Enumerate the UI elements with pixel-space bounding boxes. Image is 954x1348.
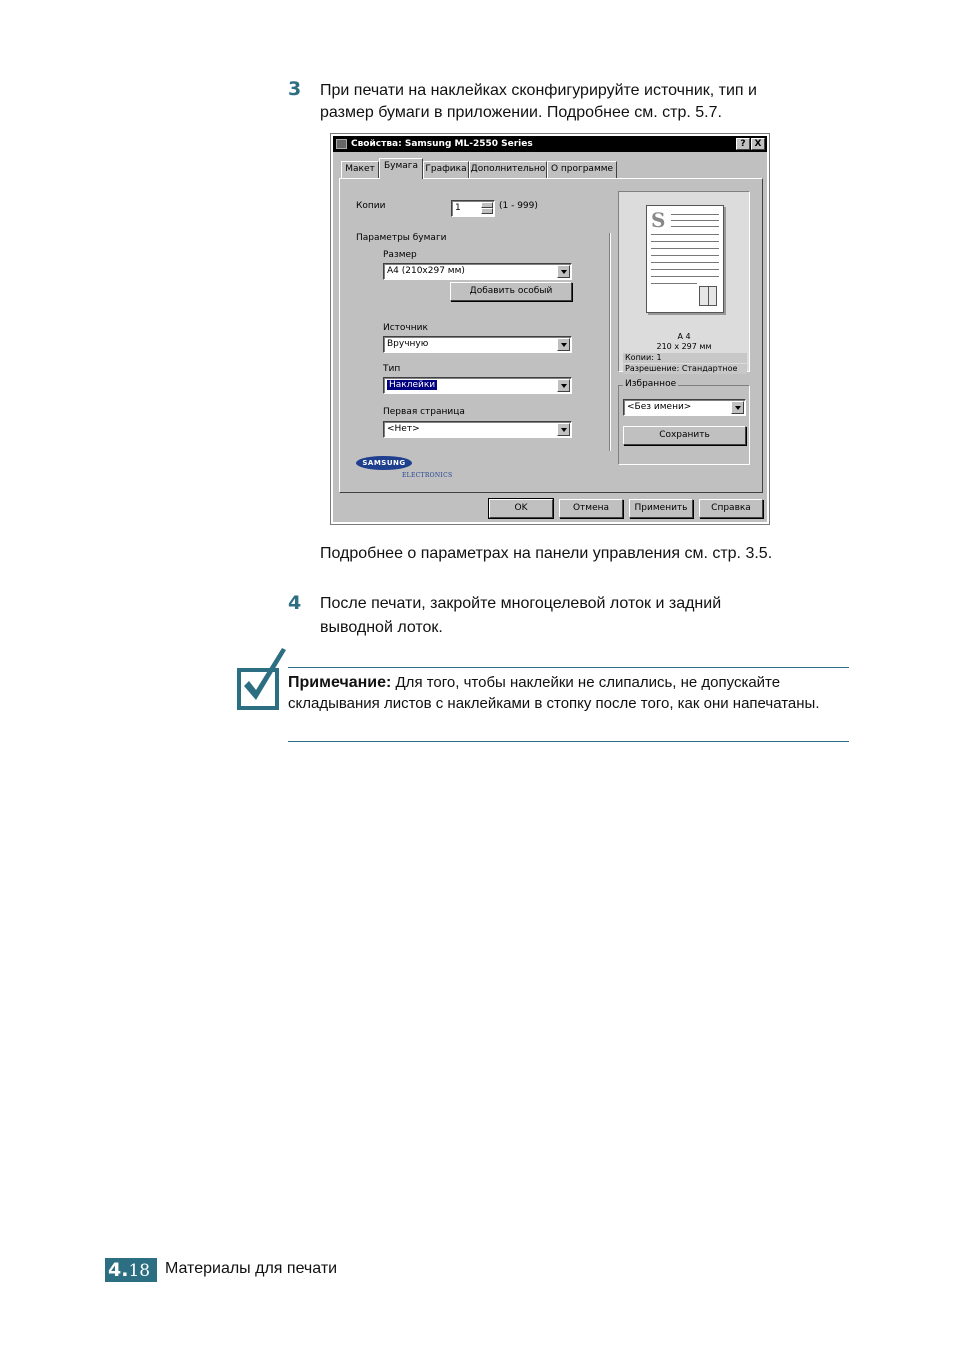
tab-advanced[interactable]: Дополнительно xyxy=(469,161,547,178)
preview-copies-info: Копии: 1 xyxy=(623,353,747,363)
step-4-line-2: выводной лоток. xyxy=(320,619,443,636)
page-preview-icon xyxy=(646,205,724,313)
tab-paper[interactable]: Бумага xyxy=(379,158,423,179)
s-letter-icon: S xyxy=(651,208,666,232)
note-bottom-rule xyxy=(288,741,849,742)
paper-preview xyxy=(618,191,750,372)
type-label: Тип xyxy=(383,364,401,374)
samsung-logo xyxy=(356,456,452,479)
chevron-down-icon[interactable] xyxy=(731,401,744,414)
chevron-down-icon[interactable] xyxy=(557,338,570,351)
first-page-select[interactable] xyxy=(383,421,572,438)
source-select[interactable] xyxy=(383,336,572,353)
add-custom-size-button[interactable]: Добавить особый xyxy=(450,282,572,301)
copies-value: 1 xyxy=(455,203,461,213)
preview-paper-name: A 4 xyxy=(677,332,691,341)
first-page-value: <Нет> xyxy=(387,424,420,434)
paper-options-label: Параметры бумаги xyxy=(356,233,447,243)
save-favorite-button[interactable]: Сохранить xyxy=(623,426,746,445)
chevron-down-icon[interactable] xyxy=(557,379,570,392)
printer-properties-dialog xyxy=(333,136,767,522)
apply-button[interactable]: Применить xyxy=(629,499,693,518)
tab-graphics[interactable]: Графика xyxy=(423,161,469,178)
tab-layout[interactable]: Макет xyxy=(341,161,379,178)
source-value: Вручную xyxy=(387,339,429,349)
preview-paper-dims: 210 x 297 мм xyxy=(656,342,712,351)
page-number-badge xyxy=(105,1258,157,1282)
type-value: Наклейки xyxy=(389,380,436,390)
preview-resolution-info: Разрешение: Стандартное xyxy=(623,364,747,374)
favorites-label: Избранное xyxy=(625,379,677,389)
note-top-rule xyxy=(288,667,849,668)
chapter-title: Материалы для печати xyxy=(165,1260,338,1277)
after-dialog-text: Подробнее о параметрах на панели управления см. стр. 3.5. xyxy=(320,545,773,562)
copies-stepper[interactable] xyxy=(451,200,495,217)
copies-spin-buttons[interactable] xyxy=(481,202,493,215)
step-4-number: 4 xyxy=(288,592,302,614)
favorites-group xyxy=(618,379,750,465)
source-label: Источник xyxy=(383,323,428,333)
copies-range: (1 - 999) xyxy=(499,201,538,211)
note-label: Примечание: xyxy=(288,674,392,691)
close-button[interactable]: X xyxy=(751,138,765,150)
favorites-value: <Без имени> xyxy=(627,402,692,412)
size-select[interactable] xyxy=(383,263,572,280)
page-number: 18 xyxy=(128,1261,151,1281)
first-page-label: Первая страница xyxy=(383,407,465,417)
chevron-down-icon[interactable] xyxy=(557,423,570,436)
samsung-logo-brand: SAMSUNG xyxy=(356,456,412,470)
copies-label: Копии xyxy=(356,201,386,211)
dialog-title: Свойства: Samsung ML-2550 Series xyxy=(351,139,533,149)
help-button[interactable]: Справка xyxy=(699,499,763,518)
tab-about[interactable]: О программе xyxy=(547,161,617,178)
size-label: Размер xyxy=(383,250,417,260)
dialog-titlebar xyxy=(333,136,767,152)
chevron-down-icon[interactable] xyxy=(557,265,570,278)
help-question-button[interactable]: ? xyxy=(736,138,750,150)
step-3-line-2: размер бумаги в приложении. Подробнее см. стр. 5.7. xyxy=(320,104,722,121)
size-value: A4 (210x297 мм) xyxy=(387,266,465,276)
paper-tab-panel xyxy=(339,178,763,493)
checkmark-note-icon xyxy=(236,648,288,714)
label-sticker-icon xyxy=(699,286,717,306)
ok-button[interactable]: OK xyxy=(489,499,553,518)
step-3-line-1: При печати на наклейках сконфигурируйте источник, тип и xyxy=(320,82,757,99)
chapter-number: 4. xyxy=(108,1259,129,1281)
printer-icon xyxy=(336,139,347,149)
cancel-button[interactable]: Отмена xyxy=(559,499,623,518)
vertical-separator xyxy=(609,233,611,451)
step-3-number: 3 xyxy=(288,78,302,100)
samsung-logo-sub: ELECTRONICS xyxy=(402,472,453,479)
type-select[interactable] xyxy=(383,377,572,394)
favorites-select[interactable] xyxy=(623,399,746,416)
step-4-line-1: После печати, закройте многоцелевой лоток и задний xyxy=(320,595,722,612)
note-text: Для того, чтобы наклейки не слипались, не допускайте складывания листов с наклейками в стопку после того, как они напечатаны. xyxy=(288,674,820,712)
printer-properties-dialog-screenshot xyxy=(330,133,770,525)
note-block xyxy=(288,673,853,714)
